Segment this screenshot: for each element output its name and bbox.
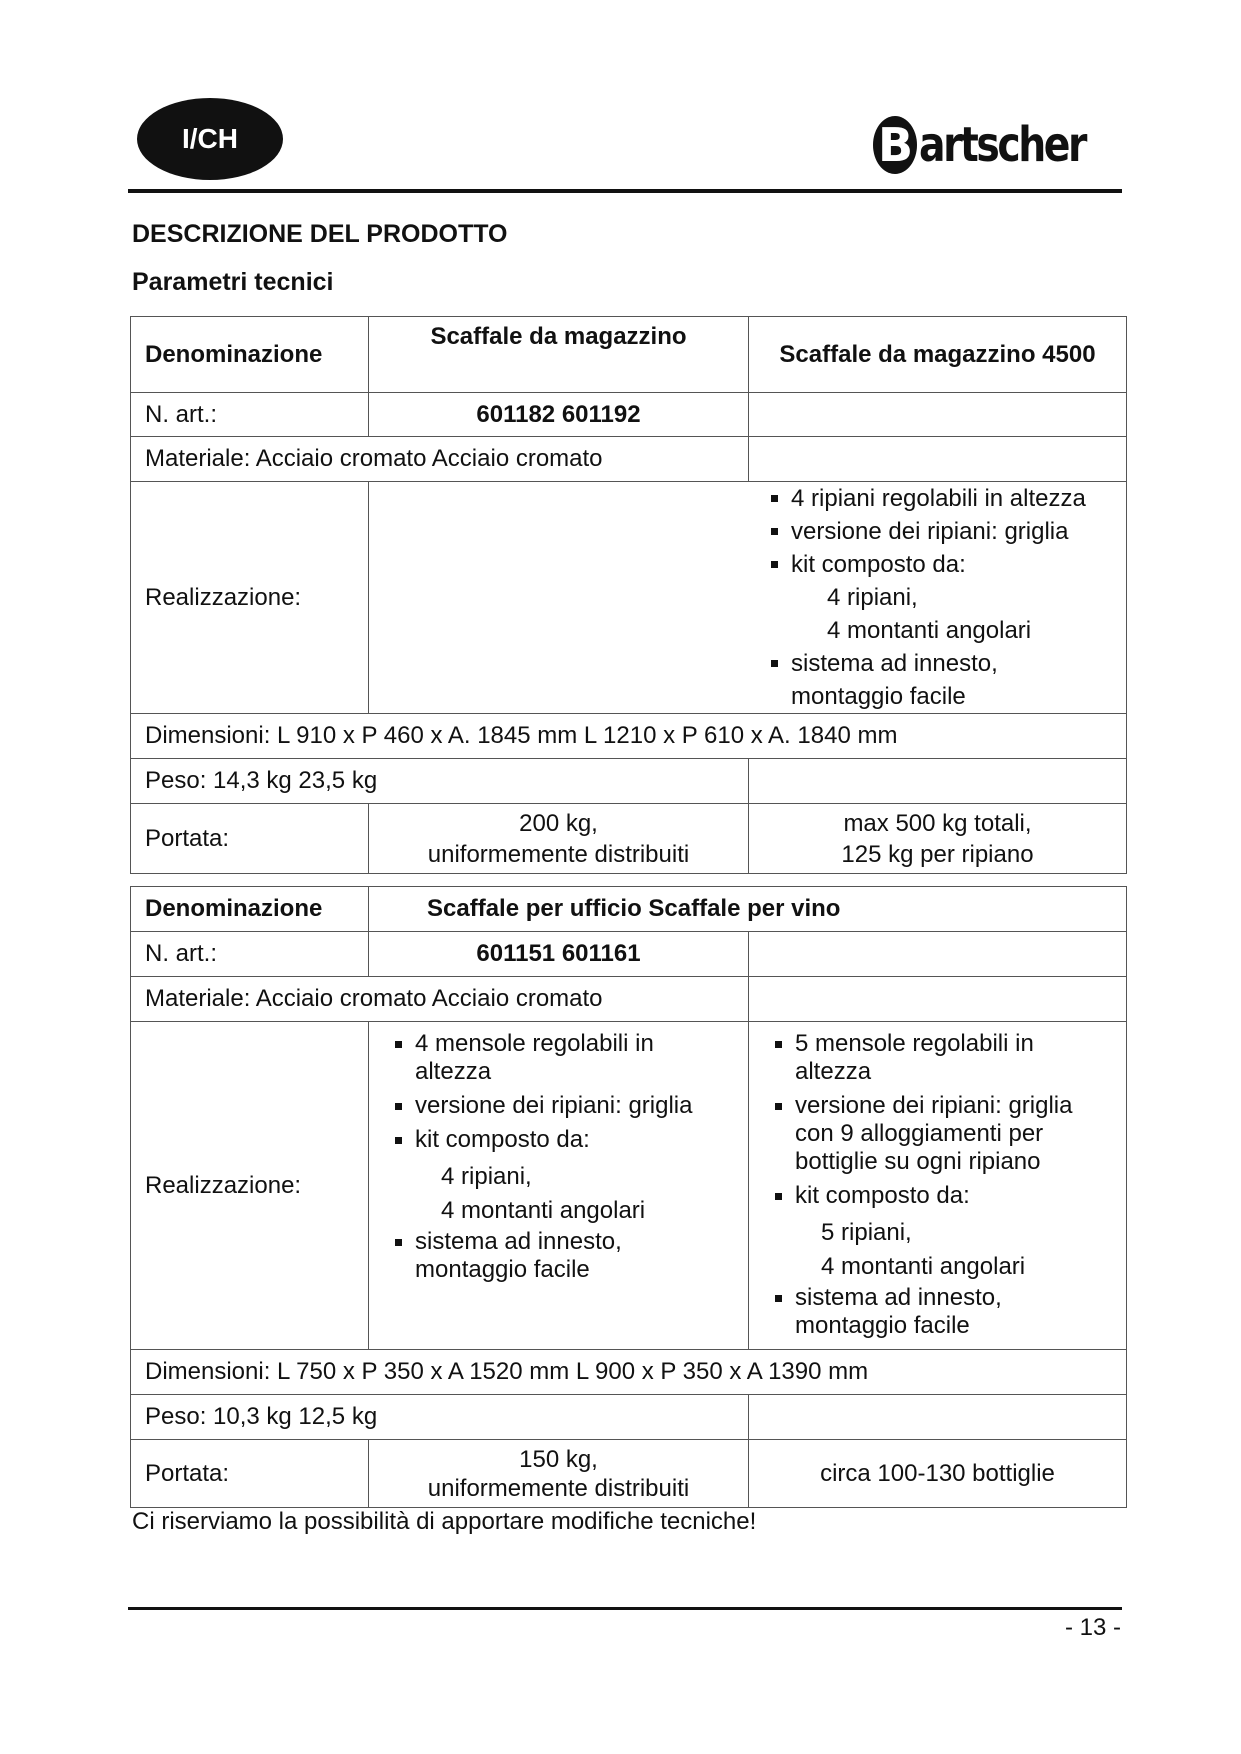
list-item: 4 ripiani regolabili in altezza: [769, 482, 1112, 515]
portata-col1: [369, 804, 749, 874]
list-item: sistema ad innesto, montaggio facile: [393, 1228, 726, 1284]
portata-col1: [369, 1440, 749, 1508]
table-row-dimensions: [131, 714, 1127, 759]
table-row-portata: [131, 804, 1127, 874]
empty-cell: [749, 932, 1127, 977]
table-row-portata: [131, 1440, 1127, 1508]
brand-logo: [873, 110, 1121, 180]
dimensions-cell: Dimensioni: L 750 x P 350 x A 1520 mm L 900 x P 350 x A 1390 mm: [131, 1350, 1127, 1395]
portata-label: Portata:: [131, 804, 369, 874]
column-titles: Scaffale per ufficio Scaffale per vino: [369, 887, 1127, 932]
list-item: kit composto da:: [393, 1126, 726, 1154]
portata-label: Portata:: [131, 1440, 369, 1508]
portata-value: 150 kg,: [519, 1445, 598, 1473]
footer-divider: [128, 1607, 1122, 1610]
empty-cell: [749, 393, 1127, 437]
table-row-header: [131, 887, 1127, 932]
brand-logo-mark: B: [873, 116, 917, 174]
column-title-1: Scaffale da magazzino: [369, 317, 749, 393]
article-numbers: 601182 601192: [369, 393, 749, 437]
feature-list-end: [773, 1284, 1108, 1340]
material-cell: Materiale: Acciaio cromato Acciaio cromato: [131, 437, 749, 482]
table-row-dimensions: [131, 1350, 1127, 1395]
list-item: versione dei ripiani: griglia: [769, 515, 1112, 548]
table-row-realizzazione: [131, 1022, 1127, 1350]
feature-list: [393, 1030, 726, 1154]
brand-logo-text: artscher: [918, 117, 1085, 173]
feature-list: [773, 1030, 1108, 1210]
kit-item: 5 ripiani,: [821, 1219, 912, 1246]
table-row-weight: [131, 759, 1127, 804]
header-label: Denominazione: [131, 317, 369, 393]
section-title: DESCRIZIONE DEL PRODOTTO: [132, 220, 508, 248]
spec-table-office-wine: [130, 886, 1127, 1508]
article-label: N. art.:: [131, 393, 369, 437]
kit-item: 4 montanti angolari: [441, 1197, 646, 1224]
kit-item: 4 ripiani,: [441, 1163, 532, 1190]
list-item: kit composto da:: [773, 1182, 1108, 1210]
empty-cell: [749, 977, 1127, 1022]
portata-note: 125 kg per ripiano: [841, 840, 1034, 868]
kit-item: 4 ripiani,: [827, 584, 918, 611]
portata-value: 200 kg,: [519, 809, 598, 837]
realizzazione-col1: [369, 1022, 749, 1350]
language-badge: [137, 98, 283, 180]
language-code: I/CH: [182, 123, 238, 154]
portata-col2: [749, 804, 1127, 874]
portata-value: max 500 kg totali,: [843, 809, 1032, 837]
empty-cell: [749, 759, 1127, 804]
table-row-article: [131, 932, 1127, 977]
list-item: 4 mensole regolabili in altezza: [393, 1030, 726, 1086]
header-label: Denominazione: [131, 887, 369, 932]
realizzazione-content: [369, 482, 1127, 714]
table-row-realizzazione: [131, 482, 1127, 714]
feature-list-end: [769, 647, 1112, 713]
empty-cell: [749, 437, 1127, 482]
list-item: versione dei ripiani: griglia: [393, 1092, 726, 1120]
dimensions-cell: Dimensioni: L 910 x P 460 x A. 1845 mm L 1210 x P 610 x A. 1840 mm: [131, 714, 1127, 759]
empty-cell: [749, 1395, 1127, 1440]
list-item: kit composto da:: [769, 548, 1112, 581]
feature-list: [769, 482, 1112, 581]
portata-col2: circa 100-130 bottiglie: [749, 1440, 1127, 1508]
list-item: sistema ad innesto, montaggio facile: [773, 1284, 1108, 1340]
weight-cell: Peso: 10,3 kg 12,5 kg: [131, 1395, 749, 1440]
table-row-material: [131, 977, 1127, 1022]
subsection-title: Parametri tecnici: [132, 268, 334, 296]
portata-note: uniformemente distribuiti: [427, 840, 690, 868]
list-item: versione dei ripiani: griglia con 9 alloggiamenti per bottiglie su ogni ripiano: [773, 1092, 1108, 1176]
realizzazione-label: Realizzazione:: [131, 1022, 369, 1350]
page-number: - 13 -: [1064, 1614, 1121, 1641]
list-item: 5 mensole regolabili in altezza: [773, 1030, 1108, 1086]
kit-item: 4 montanti angolari: [827, 617, 1032, 644]
table-row-article: [131, 393, 1127, 437]
table-row-header: [131, 317, 1127, 393]
footer-note: Ci riserviamo la possibilità di apportare modifiche tecniche!: [132, 1508, 757, 1535]
column-title-2: Scaffale da magazzino 4500: [749, 317, 1127, 393]
table-row-material: [131, 437, 1127, 482]
table-row-weight: [131, 1395, 1127, 1440]
kit-item: 4 montanti angolari: [821, 1253, 1026, 1280]
article-numbers: 601151 601161: [369, 932, 749, 977]
header-divider: [128, 189, 1122, 193]
realizzazione-label: Realizzazione:: [131, 482, 369, 714]
portata-note: uniformemente distribuiti: [427, 1474, 690, 1502]
list-item: sistema ad innesto, montaggio facile: [769, 647, 1112, 713]
spec-table-storage: [130, 316, 1127, 874]
realizzazione-col2: [749, 1022, 1127, 1350]
article-label: N. art.:: [131, 932, 369, 977]
feature-list-end: [393, 1228, 726, 1284]
material-cell: Materiale: Acciaio cromato Acciaio cromato: [131, 977, 749, 1022]
weight-cell: Peso: 14,3 kg 23,5 kg: [131, 759, 749, 804]
